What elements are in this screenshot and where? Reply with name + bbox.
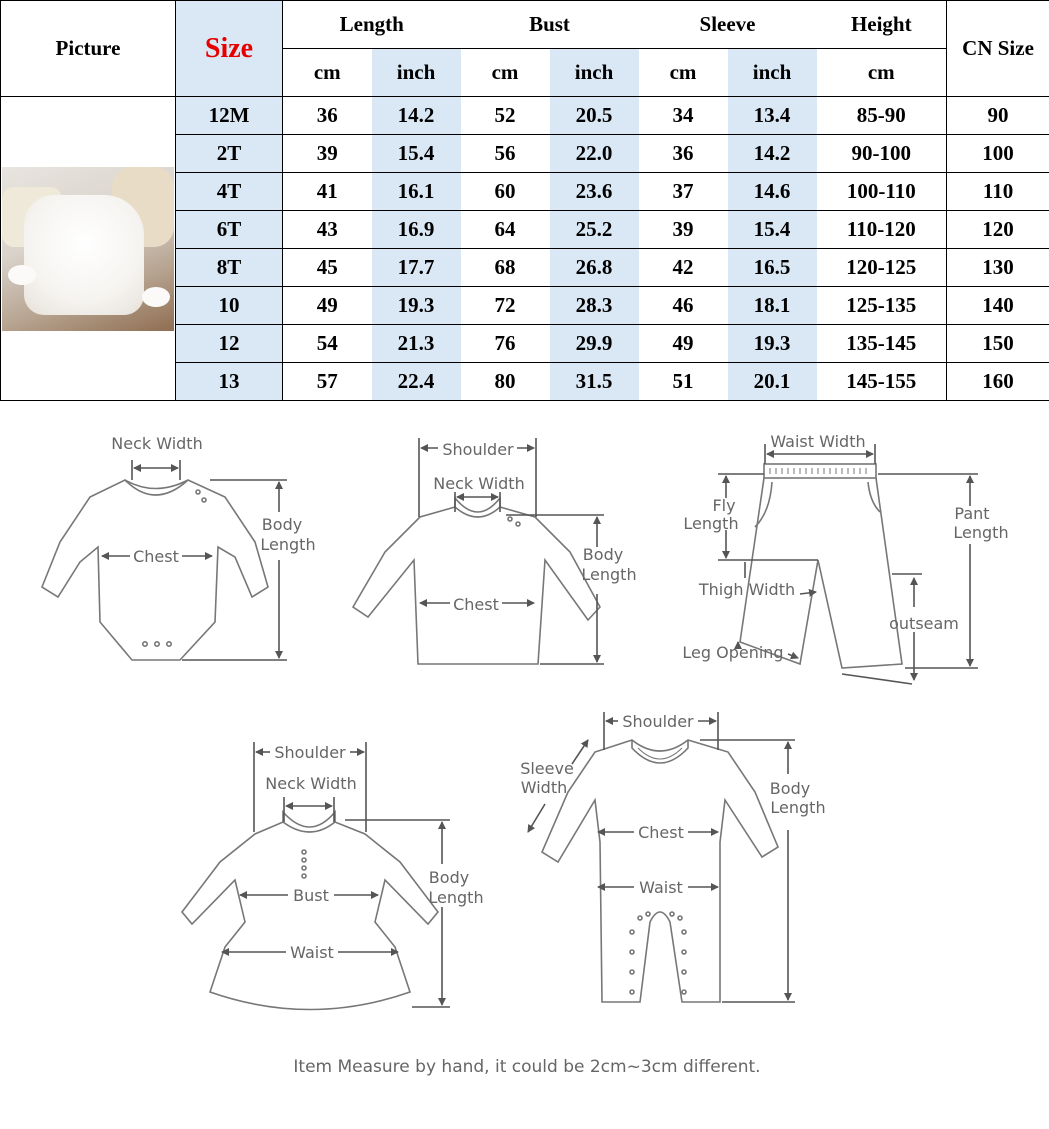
row-bust-cm: 56 [461,135,550,173]
row-bust-inch: 22.0 [550,135,639,173]
row-cn-size: 130 [947,249,1049,287]
row-length-inch: 15.4 [372,135,461,173]
row-length-inch: 16.9 [372,211,461,249]
row-height: 125-135 [817,287,947,325]
row-length-inch: 16.1 [372,173,461,211]
row-length-cm: 57 [283,363,372,401]
row-sleeve-inch: 14.2 [728,135,817,173]
row-height: 90-100 [817,135,947,173]
measurement-note: Item Measure by hand, it could be 2cm~3cm different. [293,1057,760,1077]
pants-waist-width-label: Waist Width [770,432,865,451]
row-cn-size: 100 [947,135,1049,173]
row-sleeve-inch: 18.1 [728,287,817,325]
row-cn-size: 110 [947,173,1049,211]
header-length: Length [283,1,461,49]
unit-length-cm: cm [283,49,372,97]
row-bust-inch: 20.5 [550,97,639,135]
row-size: 12 [176,325,283,363]
row-size: 12M [176,97,283,135]
pants-leg-opening-label: Leg Opening [682,643,783,662]
row-sleeve-cm: 36 [639,135,728,173]
pants-fly-label: Fly [712,496,735,515]
header-bust: Bust [461,1,639,49]
romper-sleeve-width-label: Width [521,778,567,797]
row-sleeve-cm: 34 [639,97,728,135]
romper-chest-label: Chest [638,823,684,842]
row-size: 8T [176,249,283,287]
row-length-inch: 21.3 [372,325,461,363]
row-bust-cm: 80 [461,363,550,401]
romper-waist-label: Waist [639,878,683,897]
measurement-diagrams-svg [0,402,1049,1124]
header-cn-size: CN Size [947,1,1049,97]
row-length-cm: 41 [283,173,372,211]
row-size: 4T [176,173,283,211]
header-height: Height [817,1,947,49]
row-length-cm: 36 [283,97,372,135]
row-sleeve-cm: 49 [639,325,728,363]
bodysuit-neck-width-label: Neck Width [111,434,202,453]
table-row [1,97,1049,135]
header-size: Size [176,1,283,97]
romper-body-label: Body [770,779,810,798]
row-height: 135-145 [817,325,947,363]
unit-sleeve-cm: cm [639,49,728,97]
row-sleeve-cm: 37 [639,173,728,211]
unit-height-cm: cm [817,49,947,97]
dress-neck-width-label: Neck Width [265,774,356,793]
row-bust-inch: 23.6 [550,173,639,211]
row-height: 120-125 [817,249,947,287]
row-cn-size: 90 [947,97,1049,135]
row-length-cm: 49 [283,287,372,325]
shirt-neck-width-label: Neck Width [433,474,524,493]
row-length-cm: 43 [283,211,372,249]
pants-pant-label: Pant [954,504,989,523]
row-length-inch: 14.2 [372,97,461,135]
bodysuit-chest-label: Chest [133,547,179,566]
row-length-inch: 17.7 [372,249,461,287]
bodysuit-body-label: Body [262,515,302,534]
row-size: 6T [176,211,283,249]
row-size: 13 [176,363,283,401]
dress-body-label: Body [429,868,469,887]
header-picture: Picture [1,1,176,97]
row-sleeve-inch: 20.1 [728,363,817,401]
measurement-diagrams [0,402,1049,1124]
dress-length-label: Length [428,888,483,907]
romper-shoulder-label: Shoulder [622,712,694,731]
shirt-length-label: Length [581,565,636,584]
row-size: 2T [176,135,283,173]
unit-length-inch: inch [372,49,461,97]
row-bust-inch: 26.8 [550,249,639,287]
row-bust-inch: 29.9 [550,325,639,363]
pants-fly-length-label: Length [683,514,738,533]
row-cn-size: 120 [947,211,1049,249]
row-cn-size: 150 [947,325,1049,363]
row-bust-inch: 28.3 [550,287,639,325]
shirt-diagram [353,438,604,664]
row-sleeve-inch: 15.4 [728,211,817,249]
pants-outseam-label: outseam [889,614,959,633]
row-length-cm: 54 [283,325,372,363]
row-sleeve-inch: 14.6 [728,173,817,211]
row-sleeve-cm: 42 [639,249,728,287]
shirt-shoulder-label: Shoulder [442,440,514,459]
row-bust-cm: 72 [461,287,550,325]
unit-sleeve-inch: inch [728,49,817,97]
row-height: 145-155 [817,363,947,401]
unit-bust-inch: inch [550,49,639,97]
row-sleeve-inch: 13.4 [728,97,817,135]
row-bust-cm: 64 [461,211,550,249]
row-sleeve-inch: 19.3 [728,325,817,363]
row-length-inch: 19.3 [372,287,461,325]
row-cn-size: 160 [947,363,1049,401]
dress-shoulder-label: Shoulder [274,743,346,762]
romper-diagram [528,712,795,1002]
row-bust-cm: 76 [461,325,550,363]
shirt-chest-label: Chest [453,595,499,614]
row-bust-cm: 68 [461,249,550,287]
row-height: 85-90 [817,97,947,135]
bodysuit-length-label: Length [260,535,315,554]
unit-bust-cm: cm [461,49,550,97]
row-length-inch: 22.4 [372,363,461,401]
dress-waist-label: Waist [290,943,334,962]
pants-thigh-width-label: Thigh Width [698,580,795,599]
header-sleeve: Sleeve [639,1,817,49]
row-bust-cm: 60 [461,173,550,211]
romper-sleeve-label: Sleeve [520,759,574,778]
shirt-body-label: Body [583,545,623,564]
romper-length-label: Length [770,798,825,817]
row-bust-inch: 25.2 [550,211,639,249]
row-bust-inch: 31.5 [550,363,639,401]
size-chart-table [0,0,1049,401]
product-picture-cell [1,97,176,401]
row-sleeve-cm: 51 [639,363,728,401]
row-height: 110-120 [817,211,947,249]
product-photo [2,167,174,331]
row-height: 100-110 [817,173,947,211]
row-sleeve-cm: 39 [639,211,728,249]
row-length-cm: 45 [283,249,372,287]
row-size: 10 [176,287,283,325]
size-chart-table-section [0,0,1049,402]
row-sleeve-inch: 16.5 [728,249,817,287]
row-sleeve-cm: 46 [639,287,728,325]
row-cn-size: 140 [947,287,1049,325]
dress-bust-label: Bust [293,886,329,905]
pants-pant-length-label: Length [953,523,1008,542]
row-length-cm: 39 [283,135,372,173]
row-bust-cm: 52 [461,97,550,135]
